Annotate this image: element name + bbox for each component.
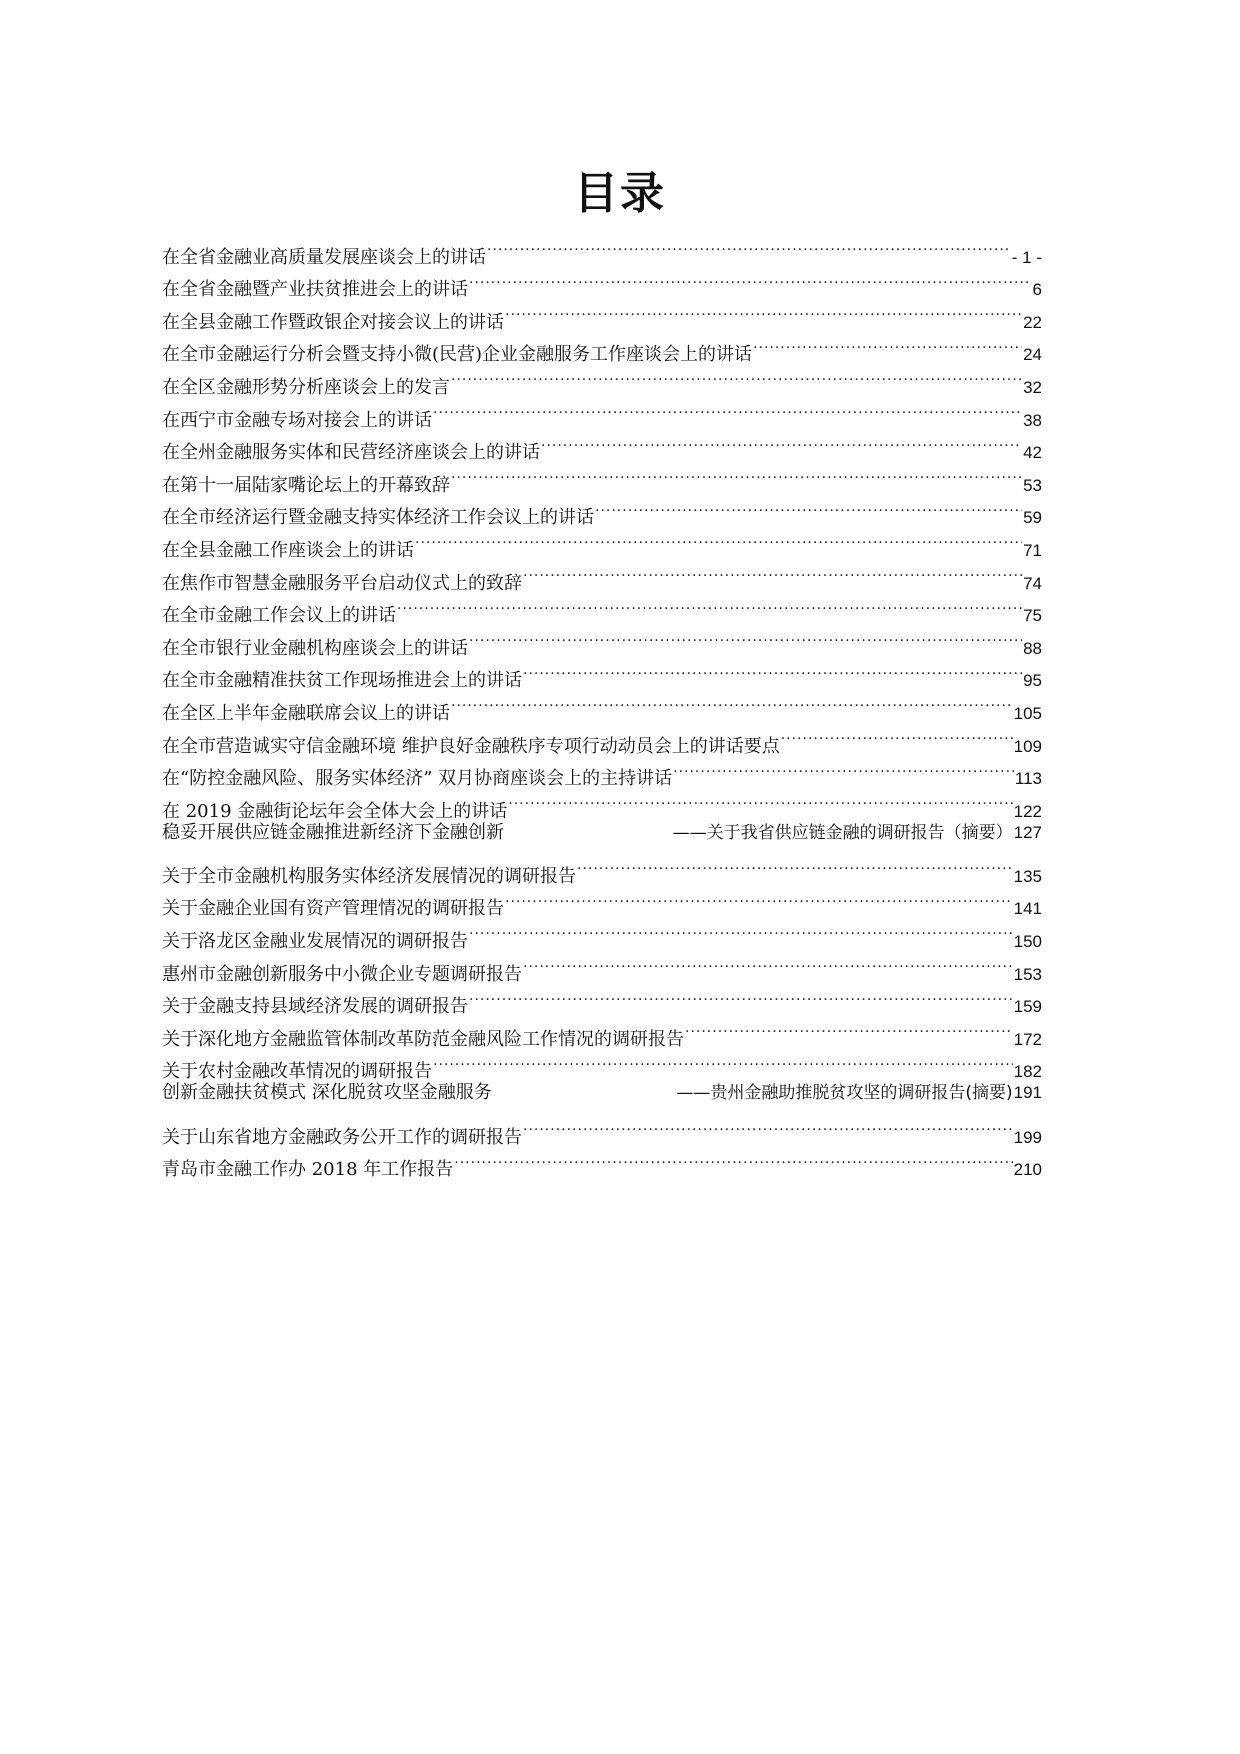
- toc-entry-title: 在全区金融形势分析座谈会上的发言: [162, 376, 450, 398]
- toc-page-number: 59: [1023, 508, 1042, 528]
- toc-entry-title: 关于洛龙区金融业发展情况的调研报告: [162, 931, 468, 953]
- toc-page-number: 38: [1023, 410, 1042, 430]
- toc-page-number: 71: [1023, 540, 1042, 560]
- toc-page-number: 88: [1023, 638, 1042, 658]
- toc-entry-title: 在全市营造诚实守信金融环境 维护良好金融秩序专项行动动员会上的讲话要点: [162, 735, 780, 757]
- toc-dot-leader: [450, 686, 1013, 719]
- toc-dot-leader: [414, 523, 1022, 556]
- toc-page-number: 159: [1013, 997, 1042, 1017]
- toc-dot-leader: [453, 1143, 1012, 1176]
- toc-entry-title: 在全市金融运行分析会暨支持小微(民营)企业金融服务工作座谈会上的讲话: [162, 344, 753, 366]
- toc-entry[interactable]: [162, 1077, 1042, 1110]
- toc-dot-leader: [507, 784, 1012, 817]
- toc-page-number: 24: [1023, 345, 1042, 365]
- toc-entry-title: 在全市金融精准扶贫工作现场推进会上的讲话: [162, 670, 522, 692]
- toc-entry-title: 关于农村金融改革情况的调研报告: [162, 1061, 432, 1083]
- toc-dot-leader: [522, 556, 1022, 589]
- toc-entry-title: 稳妥开展供应链金融推进新经济下金融创新: [162, 821, 504, 843]
- toc-dot-leader: [752, 328, 1022, 361]
- toc-page-number: 199: [1013, 1127, 1042, 1147]
- toc-entry-title: 在全市金融工作会议上的讲话: [162, 605, 396, 627]
- toc-entry[interactable]: [162, 817, 1042, 850]
- toc-page-number: 74: [1023, 573, 1042, 593]
- toc-entry-title: 在焦作市智慧金融服务平台启动仪式上的致辞: [162, 572, 522, 594]
- toc-title: 目录: [574, 168, 666, 219]
- toc-dot-leader: [432, 1045, 1013, 1078]
- toc-entry-title: 关于深化地方金融监管体制改革防范金融风险工作情况的调研报告: [162, 1028, 684, 1050]
- toc-entry-title: 在全市经济运行暨金融支持实体经济工作会议上的讲话: [162, 507, 594, 529]
- toc-dot-leader: [486, 230, 1011, 263]
- toc-entry-title: 惠州市金融创新服务中小微企业专题调研报告: [162, 963, 522, 985]
- toc-dot-leader: [468, 980, 1013, 1013]
- toc-page-number: 109: [1013, 736, 1042, 756]
- toc-page-number: 53: [1023, 475, 1042, 495]
- toc-entry-title: 在全省金融暨产业扶贫推进会上的讲话: [162, 279, 468, 301]
- toc-dot-leader: [468, 621, 1022, 654]
- toc-dot-leader: [504, 295, 1022, 328]
- toc-entry-title: 在全区上半年金融联席会议上的讲话: [162, 702, 450, 724]
- toc-page-number: 135: [1013, 866, 1042, 886]
- toc-page-number: 42: [1023, 443, 1042, 463]
- toc-dot-leader: [432, 393, 1022, 426]
- toc-dot-leader: [540, 426, 1022, 459]
- toc-dot-leader: [672, 752, 1014, 785]
- toc-entry-title: 关于金融企业国有资产管理情况的调研报告: [162, 898, 504, 920]
- toc-page-number: 210: [1013, 1160, 1042, 1180]
- toc-entry-title: 创新金融扶贫模式 深化脱贫攻坚金融服务: [162, 1082, 492, 1104]
- toc-page-number: 95: [1023, 671, 1042, 691]
- toc-entry-title: 在全市银行业金融机构座谈会上的讲话: [162, 637, 468, 659]
- toc-page-number: 150: [1013, 932, 1042, 952]
- toc-dot-leader: [780, 719, 1013, 752]
- toc-dot-leader: [504, 882, 1013, 915]
- toc-entry-subtitle: ——关于我省供应链金融的调研报告（摘要）: [672, 822, 1013, 843]
- toc-entry-title: 在全县金融工作暨政银企对接会议上的讲话: [162, 311, 504, 333]
- toc-entry-title: 在全州金融服务实体和民营经济座谈会上的讲话: [162, 442, 540, 464]
- toc-entry-title: 在西宁市金融专场对接会上的讲话: [162, 409, 432, 431]
- toc-dot-leader: [522, 1110, 1013, 1143]
- toc-entry-title: 关于全市金融机构服务实体经济发展情况的调研报告: [162, 865, 576, 887]
- toc-page-number: 32: [1023, 377, 1042, 397]
- toc-page-number: 113: [1014, 769, 1042, 789]
- toc-page-number: 105: [1013, 703, 1042, 723]
- toc-entry[interactable]: [162, 230, 1042, 268]
- toc-page-number: 182: [1013, 1062, 1042, 1082]
- toc-page-number: 6: [1032, 280, 1042, 300]
- toc-page-number: 141: [1013, 899, 1042, 919]
- toc-entry-subtitle: ——贵州金融助推脱贫攻坚的调研报告(摘要): [676, 1083, 1013, 1104]
- toc-page-number: 191: [1013, 1083, 1042, 1103]
- toc-entry-title: 在全省金融业高质量发展座谈会上的讲话: [162, 246, 486, 268]
- toc-entry[interactable]: [162, 849, 1042, 887]
- toc-entry-title: 关于山东省地方金融政务公开工作的调研报告: [162, 1126, 522, 1148]
- toc-entry-title: 在全县金融工作座谈会上的讲话: [162, 539, 414, 561]
- toc-page-number: - 1 -: [1011, 247, 1042, 267]
- toc-page-number: 127: [1013, 822, 1042, 842]
- toc-dot-leader: [684, 1012, 1013, 1045]
- toc-page-number: 153: [1013, 964, 1042, 984]
- toc-dot-leader: [522, 947, 1013, 980]
- toc-page-number: 122: [1013, 801, 1042, 821]
- toc-entry-title: 青岛市金融工作办 2018 年工作报告: [162, 1159, 454, 1181]
- toc-dot-leader: [576, 849, 1013, 882]
- toc-dot-leader: [450, 360, 1022, 393]
- toc-dot-leader: [468, 914, 1013, 947]
- toc-entry-title: 在第十一届陆家嘴论坛上的开幕致辞: [162, 474, 450, 496]
- toc-dot-leader: [594, 491, 1022, 524]
- toc-dot-leader: [522, 654, 1022, 687]
- toc-entry-title: 在“防控金融风险、服务实体经济” 双月协商座谈会上的主持讲话: [162, 768, 673, 790]
- toc-entry-title: 关于金融支持县域经济发展的调研报告: [162, 996, 468, 1018]
- toc-page-number: 75: [1023, 606, 1042, 626]
- toc-list: [162, 230, 1042, 1181]
- toc-dot-leader: [450, 458, 1022, 491]
- toc-page-number: 172: [1013, 1029, 1042, 1049]
- toc-entry-title: 在 2019 金融街论坛年会全体大会上的讲话: [162, 800, 508, 822]
- toc-dot-leader: [396, 589, 1022, 622]
- toc-page-number: 22: [1023, 312, 1042, 332]
- toc-entry[interactable]: [162, 1110, 1042, 1148]
- toc-dot-leader: [468, 263, 1032, 296]
